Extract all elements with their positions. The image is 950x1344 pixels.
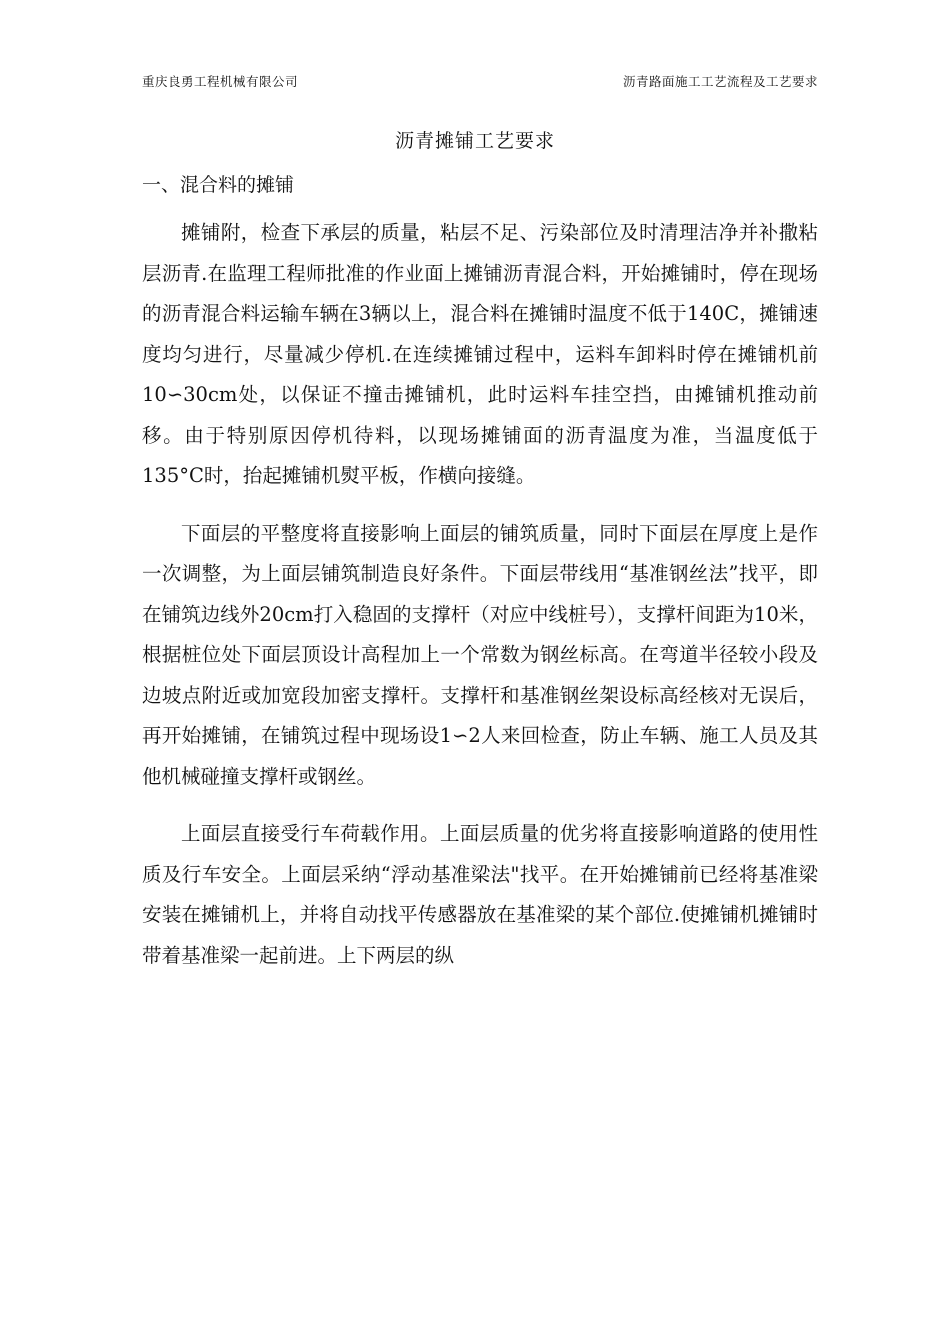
- page-title: 沥青摊铺工艺要求: [394, 130, 555, 152]
- header-company-name: 重庆良勇工程机械有限公司: [142, 74, 299, 89]
- header-document-name: 沥青路面施工工艺流程及工艺要求: [622, 74, 818, 89]
- paragraph-upper-layer: 上面层直接受行车荷载作用。上面层质量的优劣将直接影响道路的使用性质及行车安全。上面层采纳“浮动基准梁法"找平。在开始摊铺前已经将基准梁安装在摊铺机上，并将自动找平传感器放在基准梁的某个部位.使摊铺机摊铺时带着基准梁一起前进。上下两层的纵: [142, 822, 818, 967]
- paragraph-lower-layer: 下面层的平整度将直接影响上面层的铺筑质量，同时下面层在厚度上是作一次调整，为上面层铺筑制造良好条件。下面层带线用“基准钢丝法”找平，即在铺筑边线外20cm打入稳固的支撑杆（对应中线桩号），支撑杆间距为10米，根据桩位处下面层顶设计高程加上一个常数为钢丝标高。在弯道半径较小段及边坡点附近或加宽段加密支撑杆。支撑杆和基准钢丝架设标高经核对无误后，再开始摊铺，在铺筑过程中现场设1∽2人来回检查，防止车辆、施工人员及其他机械碰撞支撑杆或钢丝。: [142, 521, 818, 788]
- paragraph-paving-check: 摊铺附，检查下承层的质量，粘层不足、污染部位及时清理洁净并补撒粘层沥青.在监理工程师批准的作业面上摊铺沥青混合料，开始摊铺时，停在现场的沥青混合料运输车辆在3辆以上，混合料在摊铺时温度不低于140C，摊铺速度均匀进行，尽量减少停机.在连续摊铺过程中，运料车卸料时停在摊铺机前10∽30cm处，以保证不撞击摊铺机，此时运料车挂空挡，由摊铺机推动前移。由于特别原因停机待料，以现场摊铺面的沥青温度为准，当温度低于135°C时，抬起摊铺机熨平板，作横向接缝。: [142, 221, 818, 487]
- section-heading: 一、混合料的摊铺: [142, 174, 295, 196]
- body-text: [142, 213, 818, 993]
